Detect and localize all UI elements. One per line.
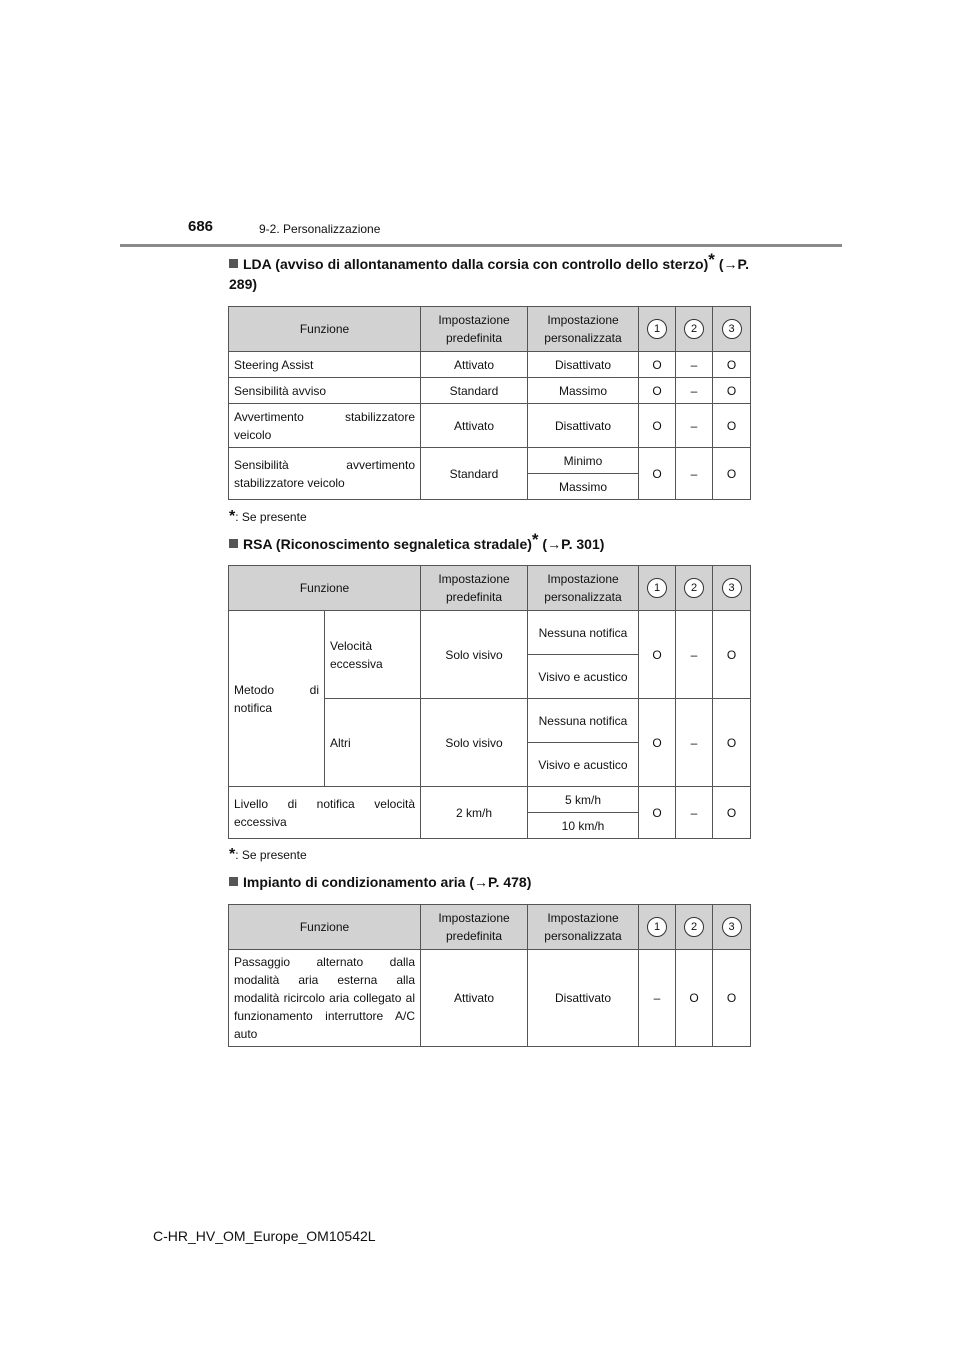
cell-c2: – [676,352,713,378]
cell-funzione: Passaggio alternato dalla modalità aria esterna alla modalità ricircolo aria collegato al funzionamento interruttore A/C auto [229,950,421,1047]
table-header-row [229,307,751,352]
cell-personalizzata: Massimo [528,378,639,404]
cell-personalizzata-option: Visivo e acustico [528,743,639,787]
rsa-footnote [229,846,307,864]
cell-personalizzata-option: Visivo e acustico [528,655,639,699]
footer-doc-id: C-HR_HV_OM_Europe_OM10542L [153,1228,376,1244]
circled-1-icon: 1 [647,319,667,339]
rsa-table [228,565,751,839]
col-predefinita: Impostazione predefinita [421,307,528,352]
asterisk-mark: * [708,250,715,269]
aria-heading [229,872,749,892]
bullet-square-icon [229,259,238,268]
cell-c2: O [676,950,713,1047]
aria-heading-text: Impianto di condizionamento aria [243,874,466,890]
circled-1-icon: 1 [647,578,667,598]
col-personalizzata: Impostazione personalizzata [528,307,639,352]
footnote-asterisk: * [229,846,236,863]
col-3 [713,905,751,950]
asterisk-mark: * [531,530,539,549]
cell-c2: – [676,448,713,500]
cell-personalizzata: Disattivato [528,950,639,1047]
cell-predefinita: Standard [421,448,528,500]
cell-sub-altri: Altri [325,699,421,787]
aria-table [228,904,751,1047]
table-row [229,448,751,474]
footnote-text: : Se presente [235,848,307,862]
bullet-square-icon [229,539,238,548]
circled-2-icon: 2 [684,319,704,339]
circled-1-icon: 1 [647,917,667,937]
aria-page-ref: (→P. 478) [465,874,532,890]
rsa-page-ref: (→P. 301) [538,536,605,552]
cell-c3: O [713,352,751,378]
col-funzione: Funzione [229,905,421,950]
table-row [229,352,751,378]
cell-predefinita: Attivato [421,352,528,378]
col-3 [713,566,751,611]
col-2 [676,307,713,352]
circled-3-icon: 3 [722,917,742,937]
cell-personalizzata-option: Massimo [528,474,639,500]
cell-funzione: Sensibilità avvertimento stabilizzatore veicolo [229,448,421,500]
col-predefinita: Impostazione predefinita [421,566,528,611]
table-row [229,404,751,448]
cell-c2: – [676,787,713,839]
cell-c1: O [639,787,676,839]
section-title: 9-2. Personalizzazione [259,222,381,236]
cell-c1: O [639,378,676,404]
col-1 [639,307,676,352]
lda-heading-text: LDA (avviso di allontanamento dalla corsia con controllo dello sterzo) [243,256,709,272]
cell-c3: O [713,404,751,448]
cell-c1: O [639,352,676,378]
cell-sub-velocita: Velocità eccessiva [325,611,421,699]
footnote-text: : Se presente [235,510,307,524]
cell-predefinita: Solo visivo [421,611,528,699]
cell-c1: O [639,699,676,787]
col-personalizzata: Impostazione personalizzata [528,566,639,611]
cell-c1: O [639,448,676,500]
col-3 [713,307,751,352]
circled-3-icon: 3 [722,319,742,339]
cell-livello: Livello di notifica velocità eccessiva [229,787,421,839]
circled-2-icon: 2 [684,917,704,937]
header-rule [120,244,842,247]
cell-personalizzata-option: 10 km/h [528,813,639,839]
cell-c1: O [639,404,676,448]
cell-funzione: Sensibilità avviso [229,378,421,404]
bullet-square-icon [229,877,238,886]
circled-2-icon: 2 [684,578,704,598]
col-funzione: Funzione [229,307,421,352]
footnote-asterisk: * [229,508,236,525]
cell-predefinita: 2 km/h [421,787,528,839]
cell-predefinita: Standard [421,378,528,404]
lda-footnote [229,508,307,526]
cell-predefinita: Attivato [421,404,528,448]
cell-funzione: Steering Assist [229,352,421,378]
table-row [229,378,751,404]
page-number: 686 [188,218,214,235]
cell-c3: O [713,448,751,500]
cell-c3: O [713,611,751,699]
cell-predefinita: Attivato [421,950,528,1047]
cell-personalizzata-option: 5 km/h [528,787,639,813]
cell-c2: – [676,404,713,448]
col-2 [676,905,713,950]
cell-c3: O [713,787,751,839]
cell-personalizzata: Disattivato [528,404,639,448]
lda-heading [229,250,749,294]
cell-c3: O [713,378,751,404]
cell-metodo: Metodo di notifica [229,611,325,787]
table-row [229,787,751,813]
lda-table [228,306,751,500]
cell-personalizzata-option: Nessuna notifica [528,699,639,743]
table-header-row [229,566,751,611]
cell-c1: O [639,611,676,699]
col-1 [639,566,676,611]
cell-c2: – [676,611,713,699]
col-1 [639,905,676,950]
cell-personalizzata-option: Nessuna notifica [528,611,639,655]
col-funzione: Funzione [229,566,421,611]
table-header-row [229,905,751,950]
cell-c1: – [639,950,676,1047]
cell-c2: – [676,699,713,787]
col-personalizzata: Impostazione personalizzata [528,905,639,950]
cell-personalizzata: Disattivato [528,352,639,378]
cell-funzione: Avvertimento stabilizzatore veicolo [229,404,421,448]
cell-c2: – [676,378,713,404]
rsa-heading-text: RSA (Riconoscimento segnaletica stradale) [243,536,532,552]
cell-personalizzata-option: Minimo [528,448,639,474]
col-2 [676,566,713,611]
lda-page-ref: (→P. 289) [229,256,749,292]
circled-3-icon: 3 [722,578,742,598]
col-predefinita: Impostazione predefinita [421,905,528,950]
rsa-heading [229,530,749,554]
table-row [229,611,751,655]
cell-c3: O [713,950,751,1047]
table-row [229,950,751,1047]
cell-predefinita: Solo visivo [421,699,528,787]
cell-c3: O [713,699,751,787]
